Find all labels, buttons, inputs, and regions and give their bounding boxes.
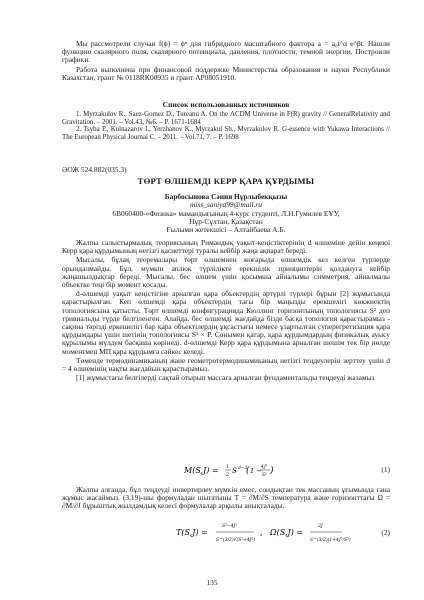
author-affiliation: 6В060400-«Физика» мамандығының 4-курс студенті, Л.Н.Гумилев ЕҰУ, <box>112 208 340 218</box>
equation-2-number: (2) <box>381 528 390 537</box>
equation-1-graphic <box>184 458 276 484</box>
supervisor: Ғылыми жетекшісі – Алтайбаева А.Б. <box>166 225 286 235</box>
svg-text:Ω(S,J) =: Ω(S,J) = <box>270 528 304 537</box>
body-paragraph-3: Төменде термодинамиканың жане геометротермодинамиканың негізгі теңдеулерін зерттеу үшін d = 4 өлшемінің нақты жағдайын қарастырамыз. <box>62 355 390 374</box>
svg-text:(: ( <box>246 466 250 476</box>
svg-text:S²: S² <box>262 473 267 478</box>
reference-item: 1. Myrzakulov R., Saez-Gomez D., Tureanu A. On the ΛCDM Universe in F(R) gravity // GeneralRelativity and Gravitation. – 2001. – Vol.43, №6. – P. 1671-1684 <box>62 111 390 126</box>
svg-text:4J²: 4J² <box>261 465 268 470</box>
intro-section <box>62 40 390 82</box>
intro-paragraph-2: Работа выполнена при финансовой поддержке Министерства образования и науки Республики Казахстан, грант № 0118RK00935 и грант AP08051910. <box>62 64 390 82</box>
abstract-paragraph: Жалпы салыстырмалық теориясының Римандық уақыт-кеңістіктерінің d өлшеміне дейін кеңеюі Керр қара құрдымының негізгі қасиеттері туралы кейбір жаңа ақпарат береді. <box>62 238 390 256</box>
svg-text:S: S <box>232 467 237 475</box>
body-paragraph-1: Мысалы, бұлақ теоремалары төрт өлшемнен жоғарыда өлшемдік кез келген түрлерде орындалмайды. Бұл, мүмкін аплюк түрлілікте ерекшілік принциптерін қолдануға кейбір жаңашылдықтар береді. Мысалы, бес өлшем үшін қосымша айналымы симметрия, айналмалы объектке теңі бір момент қосады. <box>62 255 390 290</box>
author-email: miss_saniya99@mail.ru <box>190 200 262 210</box>
author-location: Нұр-Сұлтан, Қазақстан <box>189 216 263 226</box>
svg-text:1 −: 1 − <box>250 467 262 475</box>
svg-text:,: , <box>260 528 263 537</box>
article-body <box>62 239 390 382</box>
reference-item: 2. Tsyba P., Kulnazarov I., Yerzhanov K., Myrzakul Sh., Myrzakulov R. G-essence with Yukawa Interactions // The European Physical Journal C. – 2011. – Vol.71, 7. – P. 1698 <box>62 126 390 142</box>
svg-text:): ) <box>270 466 274 476</box>
article-title: ТӨРТ ӨЛШЕМДІ КЕРР ҚАРА ҚҰРДЫМЫ <box>137 176 315 187</box>
references-heading: Список использованных источников <box>162 100 290 109</box>
svg-text:S²−4J²: S²−4J² <box>222 524 238 529</box>
author-name: Барбосынова Сәния Нұрлыбекқызы <box>164 192 288 202</box>
svg-text:S^(3/2)√(S²+4J²): S^(3/2)√(S²+4J²) <box>216 538 256 543</box>
equation-2 <box>176 518 351 548</box>
svg-text:1: 1 <box>226 464 230 470</box>
body-paragraph-4: [1] жұмыстағы белгілерді сақтай отырып массаға арналған фундаментальды теңдеуді жазамыз <box>76 373 375 383</box>
references-section <box>62 100 390 142</box>
svg-text:T(S,J) =: T(S,J) = <box>176 528 208 537</box>
equation-2-graphic <box>176 518 351 548</box>
article-body-continued <box>62 486 390 511</box>
svg-text:2: 2 <box>226 472 230 478</box>
udc-code: ӘОЖ 524.882(035.3) <box>62 165 127 174</box>
svg-text:2J: 2J <box>318 524 323 529</box>
article-header <box>62 166 390 234</box>
svg-text:d−3: d−3 <box>238 466 248 471</box>
body-paragraph-5: Жалпы алғанда, бұл теңдеуді инвертирлеу мүмкін емес, сондықтан тек массаның ұғымында ғана жұмыс жасаймыз. (3.19)-шы формуладан шығатыны T = ∂M/∂S температура және горизонттағы Ω = ∂M/∂J бұрыштық жылдамдық келесі формулалар арқылы анықталады. <box>62 485 390 511</box>
svg-text:S^(3/2)(1+4J²/S²): S^(3/2)(1+4J²/S²) <box>310 538 351 543</box>
svg-text:M(S,J) =: M(S,J) = <box>184 466 219 475</box>
body-paragraph-2: d-өлшемді уақыт кеңістігіне арналған қара объектердің әртүрлі түрлері бұрын [2] жұмысында қарастырылған. Кеп өлшемді қара объектердің тағы бір маңызды ерекшелігі көкжиектің топологиясына қатысты. Төрт өлшемді конфигурацияда Кюллинг горизонтының топологиясы S² деп тривиальды түрде белгіленген. Алайда, бес өлшемді жағдайда бізде басқа топология қарастырамыз - сақина тәрізді еркешелігі бар қара объектілердің ұқсастығы немесе ұзартылған суперегретизация қара құрдымдары үшін шетінің топологиясы S¹ × P. Сонымен қатар, қара құрдымдардың физикалық ауысу құрылымы мүлдем басқаша көрінеді. d-өлшемді Керр қара құрдымына арналған шешім тек бір нөлде моментмен МП қара құрдымға сәйкес келеді. <box>62 289 390 356</box>
equation-1 <box>184 458 276 484</box>
intro-paragraph-1: Мы рассмотрели случаи f(ϕ) = ϕⁿ для гибридного масштабного фактора a = a₀t^α e^βt. Нашли функцию скалярного поля, скалярного потенциала, давления, плотности, темной энергии. Построили графики. <box>62 39 390 65</box>
equation-1-number: (1) <box>381 465 390 474</box>
page-number: 135 <box>206 578 218 587</box>
